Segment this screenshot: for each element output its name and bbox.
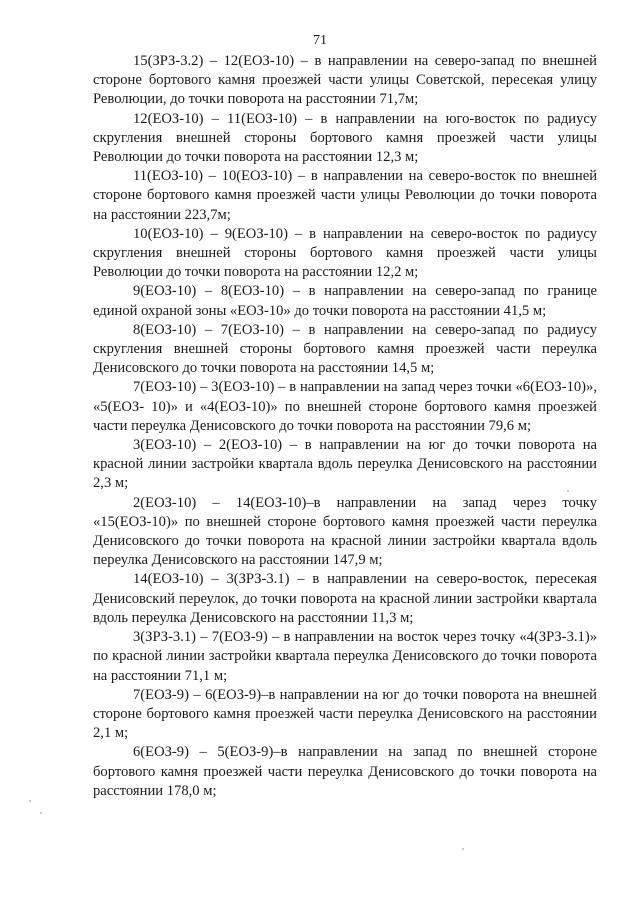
paragraph-boundary-segment-9: 2(ЕОЗ-10) – 14(ЕОЗ-10)–в направлении на запад через точку «15(ЕОЗ-10)» по внешней стороне бортового камня проезжей части переулка Денисовского до точки поворота на красной линии застройки квартала вдоль переулка Денисовского на расстоянии 147,9 м; bbox=[93, 494, 597, 569]
paragraph-boundary-segment-7: 7(ЕОЗ-10) – 3(ЕОЗ-10) – в направлении на запад через точки «6(ЕОЗ-10)», «5(ЕОЗ- 10)» и «4(ЕОЗ-10)» по внешней стороне бортового камня проезжей части переулка Денисовского до точки поворота на расстоянии 79,6 м; bbox=[93, 379, 597, 434]
page-number: 71 bbox=[313, 33, 327, 48]
paragraph-boundary-segment-13: 6(ЕОЗ-9) – 5(ЕОЗ-9)–в направлении на запад по внешней стороне бортового камня проезжей части переулка Денисовского до точки поворота на расстоянии 178,0 м; bbox=[93, 744, 597, 799]
scan-speck bbox=[567, 490, 569, 492]
document-body bbox=[93, 52, 597, 801]
scan-speck bbox=[29, 800, 31, 802]
paragraph-boundary-segment-11: 3(ЗРЗ-3.1) – 7(ЕОЗ-9) – в направлении на восток через точку «4(ЗРЗ-3.1)» по красной линии застройки квартала переулка Денисовского до точки поворота на расстоянии 71,1 м; bbox=[93, 629, 597, 684]
paragraph-boundary-segment-6: 8(ЕОЗ-10) – 7(ЕОЗ-10) – в направлении на северо-запад по радиусу скругления внешней стороны бортового камня проезжей части переулка Денисовского до точки поворота на расстоянии 14,5 м; bbox=[93, 321, 597, 377]
paragraph-boundary-segment-10: 14(ЕОЗ-10) – 3(ЗРЗ-3.1) – в направлении на северо-восток, пересекая Денисовский переулок, до точки поворота на красной линии застройки квартала вдоль переулка Денисовского на расстоянии 11,3 м; bbox=[93, 571, 597, 626]
scan-speck bbox=[462, 848, 464, 850]
paragraph-boundary-segment-2: 12(ЕОЗ-10) – 11(ЕОЗ-10) – в направлении на юго-восток по радиусу скругления внешней стороны бортового камня проезжей части улицы Революции до точки поворота на расстоянии 12,3 м; bbox=[93, 110, 597, 166]
paragraph-boundary-segment-12: 7(ЕОЗ-9) – 6(ЕОЗ-9)–в направлении на юг до точки поворота на внешней стороне бортового камня проезжей части переулка Денисовского на расстоянии 2,1 м; bbox=[93, 686, 597, 742]
paragraph-boundary-segment-1: 15(ЗРЗ-3.2) – 12(ЕОЗ-10) – в направлении на северо-запад по внешней стороне бортового камня проезжей части улицы Советской, пересекая улицу Революции, до точки поворота на расстоянии 71,7м; bbox=[93, 53, 597, 108]
paragraph-boundary-segment-4: 10(ЕОЗ-10) – 9(ЕОЗ-10) – в направлении на северо-восток по радиусу скругления внешней стороны бортового камня проезжей части улицы Революции до точки поворота на расстоянии 12,2 м; bbox=[93, 225, 597, 281]
scan-speck bbox=[40, 812, 42, 814]
paragraph-boundary-segment-3: 11(ЕОЗ-10) – 10(ЕОЗ-10) – в направлении на северо-восток по внешней стороне бортового камня проезжей части улицы Революции до точки поворота на расстоянии 223,7м; bbox=[93, 168, 597, 223]
paragraph-boundary-segment-8: 3(ЕОЗ-10) – 2(ЕОЗ-10) – в направлении на юг до точки поворота на красной линии застройки квартала вдоль переулка Денисовского на расстоянии 2,3 м; bbox=[93, 437, 597, 492]
paragraph-boundary-segment-5: 9(ЕОЗ-10) – 8(ЕОЗ-10) – в направлении на северо-запад по границе единой охраной зоны «ЕОЗ-10» до точки поворота на расстоянии 41,5 м; bbox=[93, 283, 597, 319]
